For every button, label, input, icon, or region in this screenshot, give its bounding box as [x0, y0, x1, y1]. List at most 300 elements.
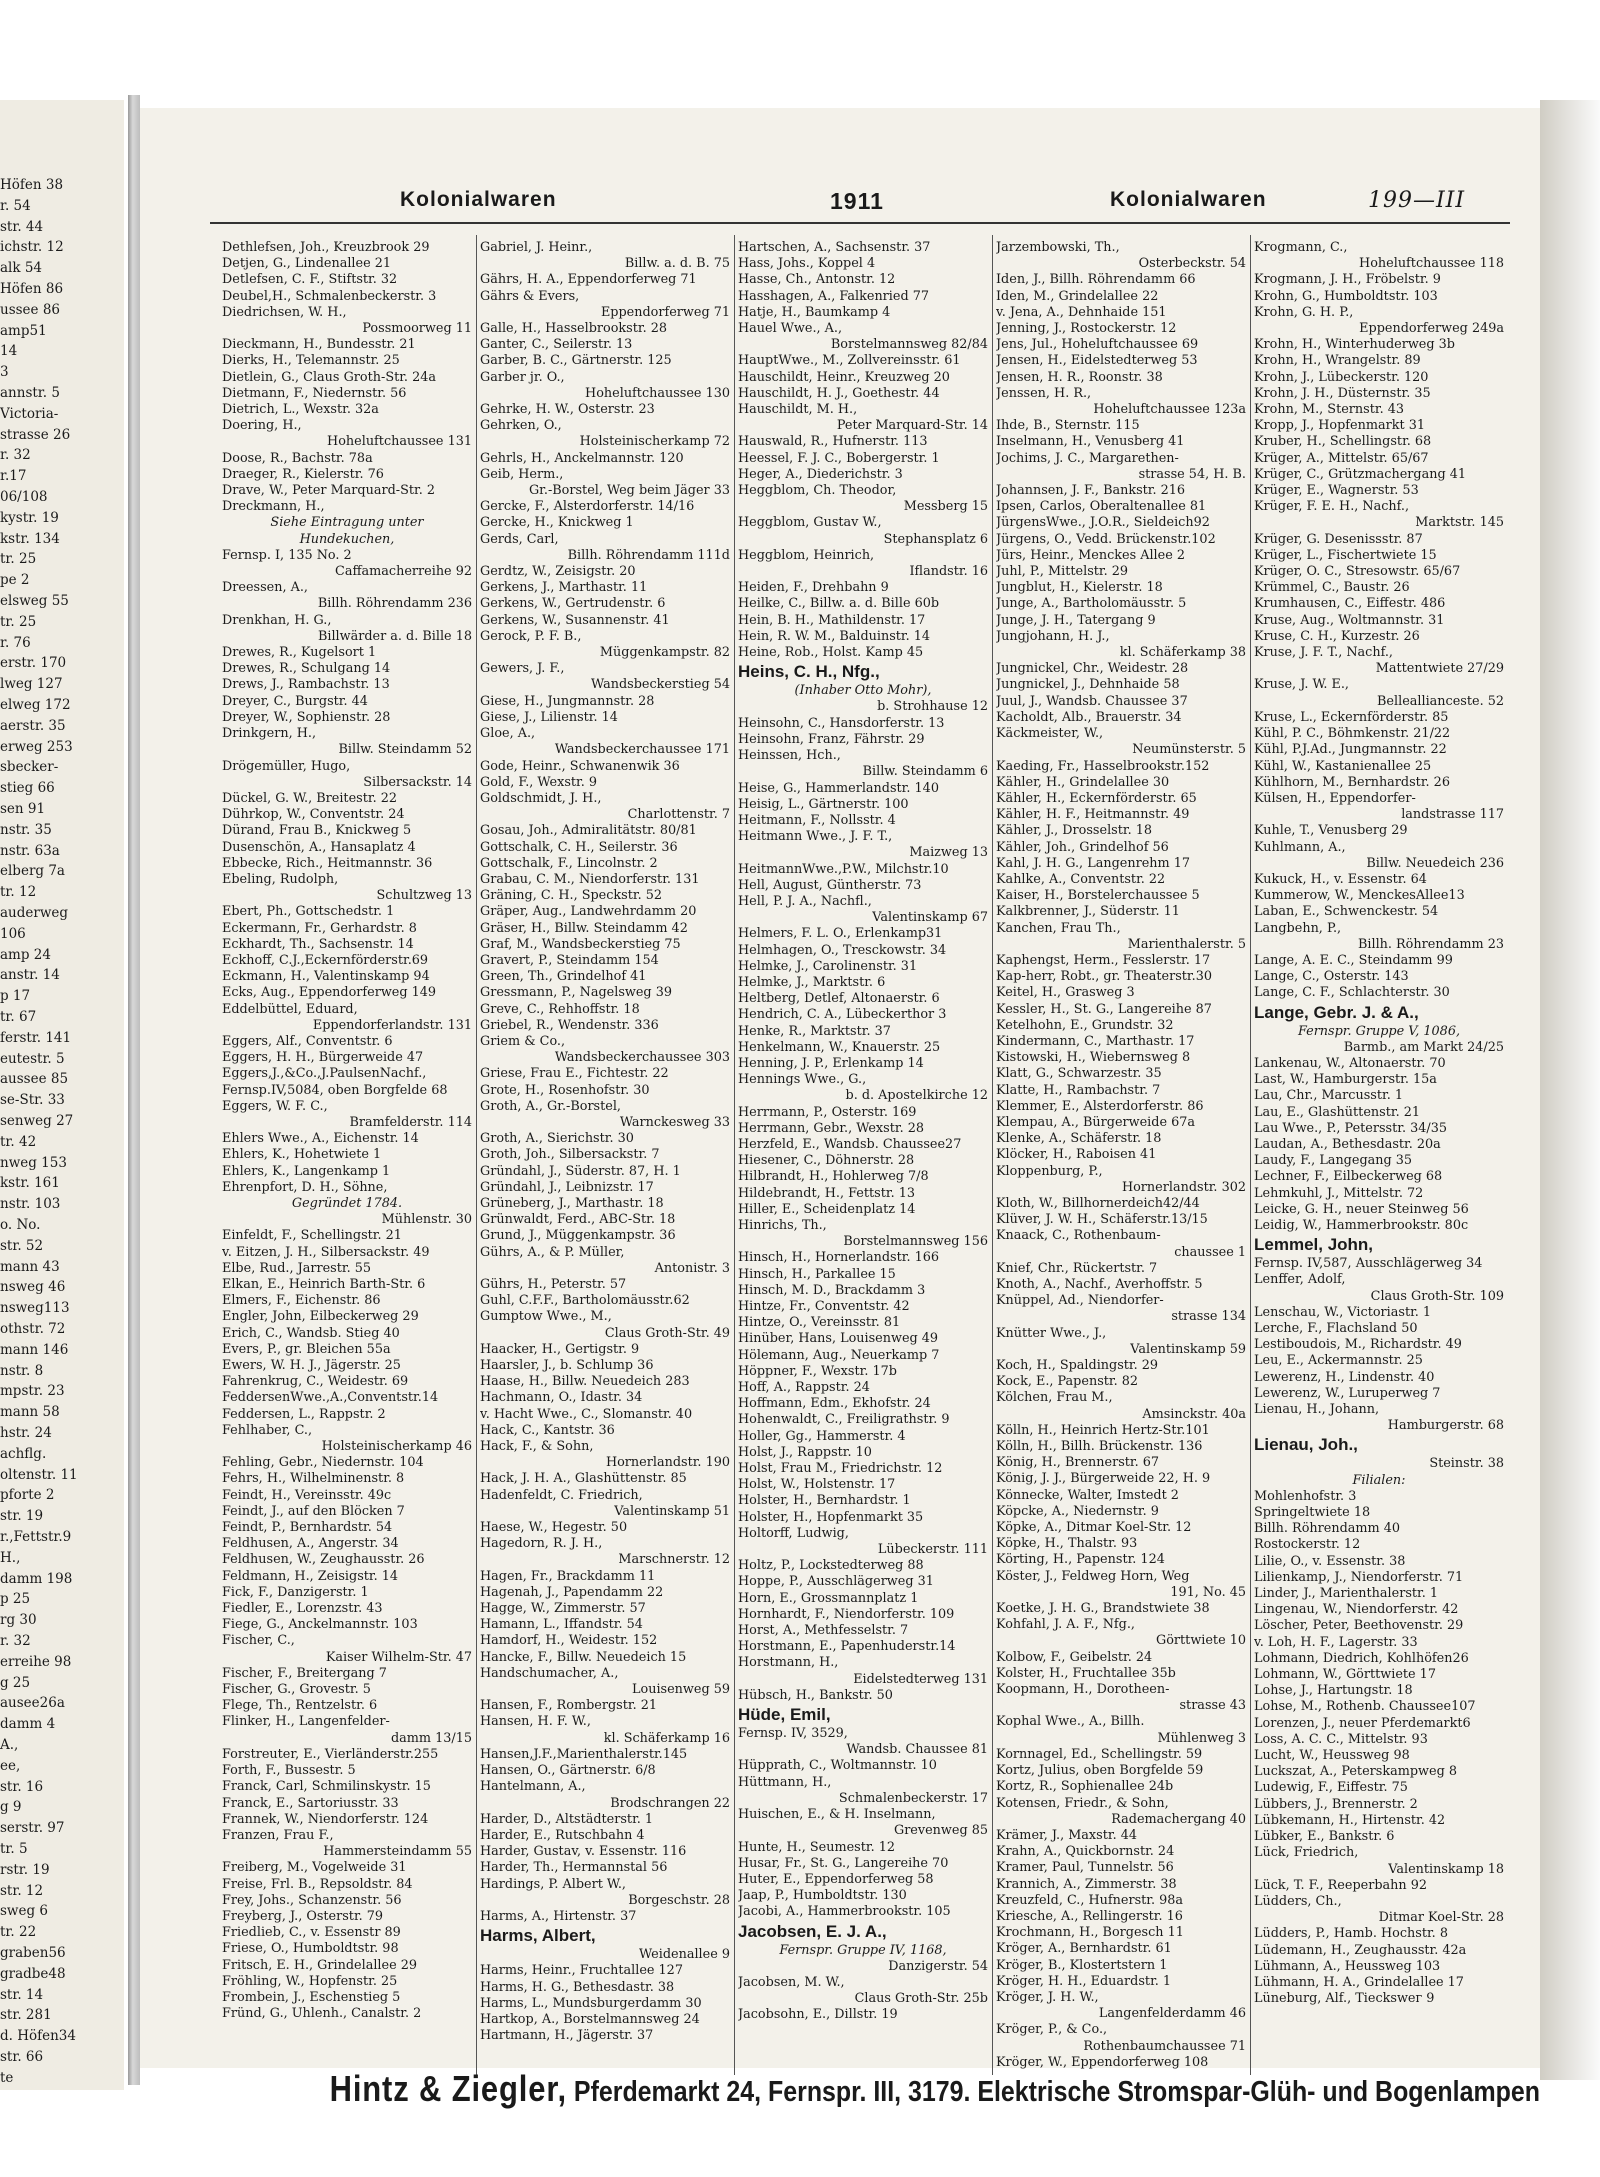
directory-entry: Fröhling, W., Hopfenstr. 25 — [222, 1973, 398, 1989]
directory-entry: Holtorff, Ludwig, — [738, 1525, 849, 1541]
directory-entry: Ketelhohn, E., Grundstr. 32 — [996, 1017, 1174, 1033]
directory-entry: Mühlenstr. 30 — [381, 1212, 472, 1228]
directory-entry: Hatje, H., Baumkamp 4 — [738, 304, 891, 320]
directory-entry: Krohn, H., Wrangelstr. 89 — [1254, 353, 1421, 369]
directory-entry: Helmke, J., Marktstr. 6 — [738, 974, 886, 990]
directory-entry: Lange, C., Osterstr. 143 — [1254, 969, 1409, 985]
directory-entry: Feddersen, L., Rappstr. 2 — [222, 1406, 386, 1422]
directory-entry: Müggenkampstr. 82 — [599, 645, 730, 661]
directory-entry: Ecks, Aug., Eppendorferweg 149 — [222, 985, 437, 1001]
column-rule — [1250, 235, 1251, 2075]
directory-entry: Drögemüller, Hugo, — [222, 758, 351, 774]
directory-entry: Gerkens, W., Susannenstr. 41 — [480, 612, 670, 628]
directory-entry: Hornerlandstr. 190 — [605, 1455, 730, 1471]
directory-entry: Gründahl, J., Leibnizstr. 17 — [480, 1179, 654, 1195]
directory-entry: Hildebrandt, H., Fettstr. 13 — [738, 1185, 916, 1201]
directory-entry: Schultzweg 13 — [376, 888, 472, 904]
previous-page-fragment: o. No. — [0, 1217, 41, 1233]
previous-page-fragment: stieg 66 — [0, 780, 55, 797]
directory-entry: Kruber, H., Schellingstr. 68 — [1254, 434, 1432, 450]
directory-entry: Loss, A. C. C., Mittelstr. 93 — [1254, 1731, 1428, 1747]
directory-entry: Lucht, W., Heussweg 98 — [1254, 1748, 1410, 1764]
directory-entry: Lestiboudois, M., Richardstr. 49 — [1254, 1337, 1462, 1353]
directory-entry: Marktstr. 145 — [1415, 515, 1504, 531]
directory-entry: Hoheluftchaussee 131 — [327, 434, 472, 450]
directory-entry: Jacobsen, E. J. A., — [738, 1921, 887, 1941]
directory-entry: Dieckmann, H., Bundesstr. 21 — [222, 337, 416, 353]
directory-entry: Kühl, P.J.Ad., Jungmannstr. 22 — [1254, 742, 1447, 758]
directory-entry: Kramer, Paul, Tunnelstr. 56 — [996, 1860, 1174, 1876]
directory-entry: Knief, Chr., Rückertstr. 7 — [996, 1260, 1158, 1276]
directory-entry: Stephansplatz 6 — [883, 531, 988, 547]
directory-entry: Franck, E., Sartoriusstr. 33 — [222, 1795, 399, 1811]
directory-entry: Juhl, P., Mittelstr. 29 — [996, 564, 1129, 580]
directory-entry: Kruse, J. F. T., Nachf., — [1254, 645, 1393, 661]
directory-entry: Feldhusen, A., Angerstr. 34 — [222, 1536, 399, 1552]
directory-entry: Filialen: — [1352, 1472, 1406, 1488]
directory-entry: Evers, P., gr. Bleichen 55a — [222, 1341, 391, 1357]
directory-entry: Flinker, H., Langenfelder- — [222, 1714, 390, 1730]
directory-entry: Hartschen, A., Sachsenstr. 37 — [738, 240, 931, 255]
directory-entry: Helmers, F. L. O., Erlenkamp31 — [738, 926, 943, 942]
previous-page-fragment: nsweg113 — [0, 1300, 70, 1317]
directory-entry: Gressmann, P., Nagelsweg 39 — [480, 985, 672, 1001]
directory-entry: Lange, A. E. C., Steindamm 99 — [1254, 952, 1453, 968]
directory-entry: Hagedorn, R. J. H., — [480, 1536, 603, 1552]
previous-page-fragment: tr. 5 — [0, 1841, 28, 1857]
directory-entry: Feldhusen, W., Zeughausstr. 26 — [222, 1552, 425, 1568]
directory-entry: kl. Schäferkamp 16 — [603, 1730, 730, 1746]
directory-entry: Harder, E., Rutschbahn 4 — [480, 1827, 645, 1843]
directory-entry: Amsinckstr. 40a — [1142, 1406, 1246, 1422]
directory-entry: Doose, R., Bachstr. 78a — [222, 450, 373, 466]
directory-entry: Hinsch, H., Parkallee 15 — [738, 1266, 896, 1282]
directory-entry: Hell, P. J. A., Nachfl., — [738, 893, 872, 909]
directory-entry: Kolbow, F., Geibelstr. 24 — [996, 1649, 1153, 1665]
directory-entry: Hachmann, O., Idastr. 34 — [480, 1390, 643, 1406]
directory-entry: Brodschrangen 22 — [610, 1795, 730, 1811]
directory-entry: Hancke, F., Billw. Neuedeich 15 — [480, 1649, 687, 1665]
directory-entry: Lüdders, Ch., — [1254, 1893, 1342, 1909]
directory-entry: Gerkens, J., Marthastr. 11 — [480, 580, 648, 596]
directory-entry: Kessler, H., St. G., Langereihe 87 — [996, 1001, 1212, 1017]
directory-entry: Heggblom, Heinrich, — [738, 547, 875, 563]
directory-entry: Billwärder a. d. Bille 18 — [317, 628, 472, 644]
directory-entry: Garber jr. O., — [480, 369, 565, 385]
directory-entry: Ganter, C., Seilerstr. 13 — [480, 337, 633, 353]
directory-entry: Messberg 15 — [903, 499, 988, 515]
directory-entry: Eckhardt, Th., Sachsenstr. 14 — [222, 936, 414, 952]
directory-entry: Krämer, J., Maxstr. 44 — [996, 1827, 1137, 1843]
directory-entry: Heinsohn, C., Hansdorferstr. 13 — [738, 715, 945, 731]
directory-entry: Kruse, L., Eckernförderstr. 85 — [1254, 709, 1449, 725]
previous-page-fragment: rg 30 — [0, 1612, 37, 1629]
directory-entry: Lingenau, W., Niendorferstr. 42 — [1254, 1602, 1459, 1618]
directory-entry: Gräser, H., Billw. Steindamm 42 — [480, 920, 688, 936]
directory-entry: Borstelmannsweg 82/84 — [830, 337, 988, 353]
directory-entry: Kühl, W., Kastanienallee 25 — [1254, 758, 1432, 774]
directory-entry: Hauswald, R., Hufnerstr. 113 — [738, 434, 928, 450]
directory-entry: Gewers, J. F., — [480, 661, 565, 677]
previous-page-fragment: anstr. 14 — [0, 967, 60, 984]
directory-entry: Koopmann, H., Dorotheen- — [996, 1682, 1170, 1698]
directory-entry: Eppendorferweg 71 — [600, 304, 730, 320]
directory-entry: Gründahl, J., Süderstr. 87, H. 1 — [480, 1163, 681, 1179]
directory-entry: HauptWwe., M., Zollvereinsstr. 61 — [738, 353, 961, 369]
directory-entry: Koch, H., Spaldingstr. 29 — [996, 1358, 1159, 1374]
directory-entry: Fischer, C., — [222, 1633, 295, 1649]
directory-entry: Flege, Th., Rentzelstr. 6 — [222, 1698, 378, 1714]
directory-entry: Fahrenkrug, C., Weidestr. 69 — [222, 1374, 409, 1390]
directory-entry: Heggblom, Ch. Theodor, — [738, 483, 897, 499]
directory-entry: Lilie, O., v. Essenstr. 38 — [1254, 1553, 1406, 1569]
directory-entry: Heggblom, Gustav W., — [738, 515, 882, 531]
directory-entry: Bramfelderstr. 114 — [349, 1114, 472, 1130]
directory-entry: Kölln, H., Heinrich Hertz-Str.101 — [996, 1422, 1210, 1438]
directory-entry: Jaap, P., Humboldtstr. 130 — [738, 1888, 907, 1904]
directory-entry: Lau, Chr., Marcusstr. 1 — [1254, 1088, 1403, 1104]
previous-page-fragment: damm 4 — [0, 1716, 56, 1733]
previous-page-fragment: damm 198 — [0, 1570, 73, 1587]
directory-entry: Ipsen, Carlos, Oberaltenallee 81 — [996, 499, 1207, 515]
directory-entry: Heise, G., Hammerlandstr. 140 — [738, 780, 939, 796]
directory-entry: Huischen, E., & H. Inselmann, — [738, 1807, 936, 1823]
previous-page-fragment: te — [0, 2069, 14, 2086]
directory-entry: Heger, A., Diederichstr. 3 — [738, 466, 903, 482]
directory-entry: Hendrich, C. A., Lübeckerthor 3 — [738, 1007, 947, 1023]
directory-entry: Groth, A., Sierichstr. 30 — [480, 1131, 634, 1147]
directory-entry: Billw. Steindamm 52 — [338, 742, 472, 758]
directory-entry: Hartkop, A., Borstelmannsweg 24 — [480, 2011, 700, 2027]
directory-entry: Grund, J., Müggenkampstr. 36 — [480, 1228, 676, 1244]
directory-entry: Hammersteindamm 55 — [323, 1844, 472, 1860]
directory-entry: Eppendorferlandstr. 131 — [312, 1017, 472, 1033]
previous-page-fragment: g 9 — [0, 1799, 22, 1816]
directory-entry: Horst, A., Methfesselstr. 7 — [738, 1623, 909, 1639]
directory-entry: Ludewig, F., Eiffestr. 75 — [1254, 1780, 1408, 1796]
directory-entry: Heltberg, Detlef, Altonaerstr. 6 — [738, 991, 940, 1007]
previous-page-fragment: p 17 — [0, 988, 31, 1005]
directory-entry: Kloppenburg, P., — [996, 1163, 1103, 1179]
directory-entry: Hornhardt, F., Niendorferstr. 109 — [738, 1606, 955, 1622]
directory-entry: Grünwaldt, Ferd., ABC-Str. 18 — [480, 1212, 676, 1228]
directory-entry: Eggers, Alf., Conventstr. 6 — [222, 1033, 393, 1049]
directory-entry: Borstelmannsweg 156 — [843, 1234, 988, 1250]
directory-entry: Feindt, P., Bernhardstr. 54 — [222, 1520, 393, 1536]
directory-entry: Linder, J., Marienthalerstr. 1 — [1254, 1586, 1439, 1602]
directory-entry: Gerock, P. F. B., — [480, 628, 582, 644]
previous-page-fragment: elsweg 55 — [0, 593, 69, 609]
directory-entry: Kuhle, T., Venusberg 29 — [1254, 823, 1408, 839]
directory-entry: Weidenallee 9 — [639, 1947, 730, 1963]
directory-entry: Gercke, F., Alsterdorferstr. 14/16 — [480, 499, 695, 515]
directory-entry: Kap-herr, Robt., gr. Theaterstr.30 — [996, 969, 1212, 985]
directory-entry: Krumhausen, C., Eiffestr. 486 — [1254, 596, 1446, 612]
directory-entry: Hundekuchen, — [299, 531, 395, 547]
directory-entry: Hasse, Ch., Antonstr. 12 — [738, 272, 896, 288]
directory-entry: Fehlhaber, C., — [222, 1422, 313, 1438]
directory-entry: Holler, Gg., Hammerstr. 4 — [738, 1428, 906, 1444]
directory-entry: Horstmann, E., Papenhuderstr.14 — [738, 1639, 956, 1655]
directory-entry: Harms, H. G., Bethesdastr. 38 — [480, 1979, 675, 1995]
directory-entry: Henke, R., Marktstr. 37 — [738, 1023, 891, 1039]
directory-entry: Friese, O., Humboldtstr. 98 — [222, 1941, 399, 1957]
directory-entry: Husar, Fr., St. G., Langereihe 70 — [738, 1855, 949, 1871]
directory-entry: Kühl, P. C., Böhmkenstr. 21/22 — [1254, 726, 1451, 742]
directory-entry: Hornerlandstr. 302 — [1121, 1179, 1246, 1195]
directory-entry: Maizweg 13 — [909, 845, 988, 861]
directory-entry: HeitmannWwe.,P.W., Milchstr.10 — [738, 861, 949, 877]
directory-entry: Könnecke, Walter, Imstedt 2 — [996, 1487, 1179, 1503]
directory-entry: Jungnickel, J., Dehnhaide 58 — [996, 677, 1180, 693]
directory-entry: Dreessen, A., — [222, 580, 308, 596]
directory-entry: Lohse, M., Rothenb. Chaussee107 — [1254, 1699, 1476, 1715]
directory-entry: Hamann, L., Iffandstr. 54 — [480, 1617, 643, 1633]
directory-entry: Krüger, C., Grützmachergang 41 — [1254, 466, 1467, 482]
directory-entry: Jacobi, A., Hammerbrookstr. 105 — [738, 1904, 951, 1920]
directory-entry: Klemmer, E., Alsterdorferstr. 86 — [996, 1098, 1204, 1114]
directory-entry: Giese, J., Lilienstr. 14 — [480, 709, 618, 725]
previous-page-fragment: sbecker- — [0, 759, 59, 776]
directory-entry: Springeltwiete 18 — [1254, 1505, 1371, 1521]
previous-page-fragment: rstr. 19 — [0, 1861, 50, 1878]
directory-entry: Engler, John, Eilbeckerweg 29 — [222, 1309, 419, 1325]
directory-entry: Billh. Röhrendamm 236 — [317, 596, 472, 612]
directory-entry: Drinkgern, H., — [222, 726, 317, 742]
previous-page-fragment: kstr. 161 — [0, 1175, 60, 1192]
directory-entry: Horstmann, H., — [738, 1655, 839, 1671]
directory-entry: Kreuzfeld, C., Hufnerstr. 98a — [996, 1892, 1184, 1908]
directory-entry: Laudy, F., Langegang 35 — [1254, 1153, 1413, 1169]
directory-column-2 — [480, 240, 730, 2070]
directory-entry: Heessel, F. J. C., Bobergerstr. 1 — [738, 450, 940, 466]
directory-entry: (Inhaber Otto Mohr), — [794, 683, 932, 699]
directory-entry: Krannich, A., Zimmerstr. 38 — [996, 1876, 1177, 1892]
previous-page-fragment: mann 43 — [0, 1258, 60, 1275]
directory-entry: Eddelbüttel, Eduard, — [222, 1001, 358, 1017]
previous-page-fragment: mann 146 — [0, 1341, 69, 1358]
directory-entry: Mattentwiete 27/29 — [1375, 661, 1504, 677]
directory-entry: Mohlenhofstr. 3 — [1254, 1488, 1357, 1504]
directory-entry: Jensen, H., Eidelstedterweg 53 — [996, 353, 1198, 369]
directory-entry: Harms, Heinr., Fruchtallee 127 — [480, 1963, 683, 1979]
directory-entry: Köster, J., Feldweg Horn, Weg — [996, 1568, 1190, 1584]
directory-entry: Griese, Frau E., Fichtestr. 22 — [480, 1066, 669, 1082]
directory-entry: Dethlefsen, Joh., Kreuzbrook 29 — [222, 240, 430, 255]
directory-entry: Drewes, R., Kugelsort 1 — [222, 645, 377, 661]
directory-entry: Hübsch, H., Bankstr. 50 — [738, 1687, 893, 1703]
directory-entry: Hamburgerstr. 68 — [1387, 1418, 1504, 1434]
directory-entry: Graf, M., Wandsbeckerstieg 75 — [480, 936, 681, 952]
directory-entry: Eckhoff, C.J.,Eckernförderstr.69 — [222, 952, 429, 968]
directory-entry: Claus Groth-Str. 25b — [854, 1991, 988, 2007]
directory-entry: Lüdemann, H., Zeughausstr. 42a — [1254, 1942, 1467, 1958]
directory-entry: Lüdders, P., Hamb. Hochstr. 8 — [1254, 1926, 1448, 1942]
directory-entry: Käckmeister, W., — [996, 726, 1104, 742]
directory-entry: Kaiser Wilhelm-Str. 47 — [325, 1649, 472, 1665]
directory-entry: Ditmar Koel-Str. 28 — [1378, 1910, 1504, 1926]
previous-page-edge — [0, 100, 124, 2090]
directory-entry: Detjen, G., Lindenallee 21 — [222, 256, 392, 272]
directory-entry: Valentinskamp 59 — [1130, 1341, 1246, 1357]
directory-entry: Laban, E., Schwenckestr. 54 — [1254, 904, 1439, 920]
directory-entry: Hiller, E., Scheidenplatz 14 — [738, 1201, 916, 1217]
directory-entry: Dreckmann, H., — [222, 499, 325, 515]
previous-page-fragment: ausee26a — [0, 1695, 65, 1712]
directory-entry: Kropp, J., Hopfenmarkt 31 — [1254, 418, 1425, 434]
directory-entry: Kühlhorn, M., Bernhardstr. 26 — [1254, 774, 1450, 790]
previous-page-fragment: Victoria- — [0, 405, 59, 422]
directory-entry: Hein, R. W. M., Balduinstr. 14 — [738, 628, 931, 644]
directory-entry: Ehrenpfort, D. H., Söhne, — [222, 1179, 388, 1195]
directory-entry: Knütter Wwe., J., — [996, 1325, 1107, 1341]
directory-entry: Hansen, F., Rombergstr. 21 — [480, 1698, 658, 1714]
directory-entry: Hagen, Fr., Brackdamm 11 — [480, 1568, 656, 1584]
directory-entry: Holsteinischerkamp 46 — [321, 1439, 472, 1455]
directory-entry: Hiesener, C., Döhnerstr. 28 — [738, 1153, 915, 1169]
directory-entry: Hüttmann, H., — [738, 1774, 832, 1790]
directory-entry: Osterbeckstr. 54 — [1138, 256, 1246, 272]
previous-page-fragment: serstr. 97 — [0, 1820, 65, 1837]
directory-entry: b. d. Apostelkirche 12 — [845, 1088, 988, 1104]
previous-page-fragment: erstr. 170 — [0, 655, 67, 672]
directory-column-3 — [738, 240, 988, 2070]
directory-entry: Kölln, H., Billh. Brückenstr. 136 — [996, 1439, 1203, 1455]
directory-entry: Junge, A., Bartholomäusstr. 5 — [996, 596, 1187, 612]
directory-entry: Krogmann, J. H., Fröbelstr. 9 — [1254, 272, 1441, 288]
directory-entry: Langenfelderdamm 46 — [1098, 2006, 1246, 2022]
previous-page-fragment: str. 12 — [0, 1882, 44, 1899]
previous-page-fragment: tr. 12 — [0, 884, 37, 901]
directory-entry: Junge, J. H., Tatergang 9 — [996, 612, 1156, 628]
directory-entry: Gührs, A., & P. Müller, — [480, 1244, 625, 1260]
directory-entry: Dreyer, C., Burgstr. 44 — [222, 693, 368, 709]
directory-entry: Ehlers Wwe., A., Eichenstr. 14 — [222, 1131, 419, 1147]
directory-entry: Huter, E., Eppendorferweg 58 — [738, 1871, 934, 1887]
directory-entry: Kolster, H., Fruchtallee 35b — [996, 1665, 1176, 1681]
previous-page-fragment: nstr. 35 — [0, 821, 52, 838]
footer-advertisement — [329, 2068, 1540, 2110]
previous-page-fragment: str. 19 — [0, 1508, 44, 1525]
directory-entry: Kröger, W., Eppendorferweg 108 — [996, 2054, 1209, 2070]
previous-page-fragment: ichstr. 12 — [0, 239, 64, 256]
directory-entry: Dusenschön, A., Hansaplatz 4 — [222, 839, 416, 855]
directory-entry: Neumünsterstr. 5 — [1132, 742, 1246, 758]
directory-entry: Schmalenbeckerstr. 17 — [838, 1790, 988, 1806]
directory-entry: Wandsbeckerchaussee 171 — [554, 742, 730, 758]
directory-entry: Wandsb. Chaussee 81 — [846, 1742, 988, 1758]
directory-entry: 191, No. 45 — [1170, 1584, 1246, 1600]
directory-entry: Lübeckerstr. 111 — [877, 1542, 988, 1558]
directory-entry: Rothenbaumchaussee 71 — [1083, 2038, 1246, 2054]
previous-page-fragment: Höfen 86 — [0, 281, 64, 297]
directory-entry: Eckermann, Fr., Gerhardstr. 8 — [222, 920, 417, 936]
directory-entry: Helmke, J., Carolinenstr. 31 — [738, 958, 918, 974]
previous-page-fragment: elberg 7a — [0, 863, 65, 880]
directory-entry: Haacker, H., Gertigstr. 9 — [480, 1341, 640, 1357]
directory-entry: strasse 134 — [1171, 1309, 1246, 1325]
directory-entry: Freise, Frl. B., Repsoldstr. 84 — [222, 1876, 413, 1892]
directory-entry: Danzigerstr. 54 — [888, 1958, 988, 1974]
previous-page-fragment: alk 54 — [0, 260, 43, 277]
directory-entry: Krüger, A., Mittelstr. 65/67 — [1254, 450, 1429, 466]
directory-entry: Lilienkamp, J., Niendorferstr. 71 — [1254, 1569, 1464, 1585]
directory-entry: Hoheluftchaussee 118 — [1359, 256, 1504, 272]
directory-entry: Elkan, E., Heinrich Barth-Str. 6 — [222, 1277, 426, 1292]
directory-entry: Lenschau, W., Victoriastr. 1 — [1254, 1304, 1432, 1320]
directory-entry: Antonistr. 3 — [654, 1260, 730, 1276]
directory-entry: Heitmann, F., Nollsstr. 4 — [738, 812, 896, 828]
directory-entry: Billw. Steindamm 6 — [862, 764, 988, 780]
directory-entry: Franck, Carl, Schmilinskystr. 15 — [222, 1779, 431, 1795]
directory-entry: Knaack, C., Rothenbaum- — [996, 1228, 1161, 1244]
directory-entry: Hack, C., Kantstr. 36 — [480, 1422, 615, 1438]
previous-page-fragment: mann 58 — [0, 1404, 60, 1421]
directory-entry: Juul, J., Wandsb. Chaussee 37 — [996, 693, 1188, 709]
directory-entry: Deubel,H., Schmalenbeckerstr. 3 — [222, 288, 437, 304]
directory-entry: Siehe Eintragung unter — [270, 515, 424, 531]
directory-entry: Ehlers, K., Hohetwiete 1 — [222, 1147, 382, 1163]
directory-entry: Gumptow Wwe., M., — [480, 1309, 612, 1325]
advertisement-firm: Hintz & Ziegler, — [329, 2068, 568, 2109]
directory-entry: Hüde, Emil, — [738, 1705, 831, 1725]
directory-entry: Gravert, P., Steindamm 154 — [480, 952, 659, 968]
previous-page-fragment: nsweg 46 — [0, 1279, 66, 1296]
directory-entry: Lühmann, H. A., Grindelallee 17 — [1254, 1974, 1464, 1990]
directory-entry: Harms, A., Hirtenstr. 37 — [480, 1908, 637, 1924]
previous-page-fragment: str. 281 — [0, 2007, 52, 2024]
directory-entry: Iden, M., Grindelallee 22 — [996, 288, 1159, 304]
previous-page-fragment: g 25 — [0, 1674, 31, 1691]
previous-page-fragment: r. 76 — [0, 634, 31, 651]
directory-entry: Henkelmann, W., Knauerstr. 25 — [738, 1039, 941, 1055]
directory-entry: Haarsler, J., b. Schlump 36 — [480, 1358, 654, 1374]
directory-entry: Hein, B. H., Mathildenstr. 17 — [738, 612, 926, 628]
directory-entry: Hohenwaldt, C., Freiligrathstr. 9 — [738, 1412, 950, 1428]
directory-entry: v. Hacht Wwe., C., Slomanstr. 40 — [480, 1406, 693, 1422]
directory-entry: Elbe, Rud., Jarrestr. 55 — [222, 1260, 372, 1276]
directory-entry: Gottschalk, F., Lincolnstr. 2 — [480, 855, 658, 871]
previous-page-fragment: d. Höfen34 — [0, 2028, 76, 2045]
directory-entry: Koetke, J. H. G., Brandstwiete 38 — [996, 1601, 1210, 1617]
directory-entry: Holsteinischerkamp 72 — [579, 434, 730, 450]
directory-entry: Frombein, J., Eschenstieg 5 — [222, 1989, 401, 2005]
directory-entry: Frey, Johs., Schanzenstr. 56 — [222, 1892, 402, 1908]
directory-entry: FeddersenWwe.,A.,Conventstr.14 — [222, 1390, 439, 1406]
directory-entry: Claus Groth-Str. 49 — [604, 1325, 730, 1341]
directory-entry: Krochmann, H., Borgesch 11 — [996, 1925, 1184, 1941]
directory-entry: Külsen, H., Eppendorfer- — [1254, 790, 1416, 806]
directory-entry: Kähler, J., Drosselstr. 18 — [996, 823, 1153, 839]
directory-entry: v. Jena, A., Dehnhaide 151 — [996, 304, 1167, 320]
directory-entry: Lerche, F., Flachsland 50 — [1254, 1321, 1418, 1336]
directory-entry: Johannsen, J. F., Bankstr. 216 — [996, 483, 1186, 499]
directory-entry: Heiden, F., Drehbahn 9 — [738, 580, 889, 596]
directory-entry: landstrasse 117 — [1401, 807, 1504, 823]
directory-entry: König, J. J., Bürgerweide 22, H. 9 — [996, 1471, 1211, 1487]
directory-entry: Leu, E., Ackermannstr. 25 — [1254, 1353, 1423, 1369]
directory-entry: Drews, J., Rambachstr. 13 — [222, 677, 390, 693]
directory-entry: Fründ, G., Uhlenh., Canalstr. 2 — [222, 2006, 422, 2022]
directory-entry: Grevenweg 85 — [893, 1823, 988, 1839]
directory-entry: Hinsch, M. D., Brackdamm 3 — [738, 1282, 926, 1298]
directory-entry: Haase, H., Billw. Neuedeich 283 — [480, 1374, 690, 1390]
directory-entry: Warnckesweg 33 — [619, 1114, 730, 1130]
directory-entry: Jürgens, O., Vedd. Brückenstr.102 — [996, 531, 1216, 547]
directory-entry: Billh. Röhrendamm 111d — [567, 547, 730, 563]
running-head-year: 1911 — [830, 188, 884, 214]
directory-entry: Frannek, W., Niendorferstr. 124 — [222, 1811, 429, 1827]
